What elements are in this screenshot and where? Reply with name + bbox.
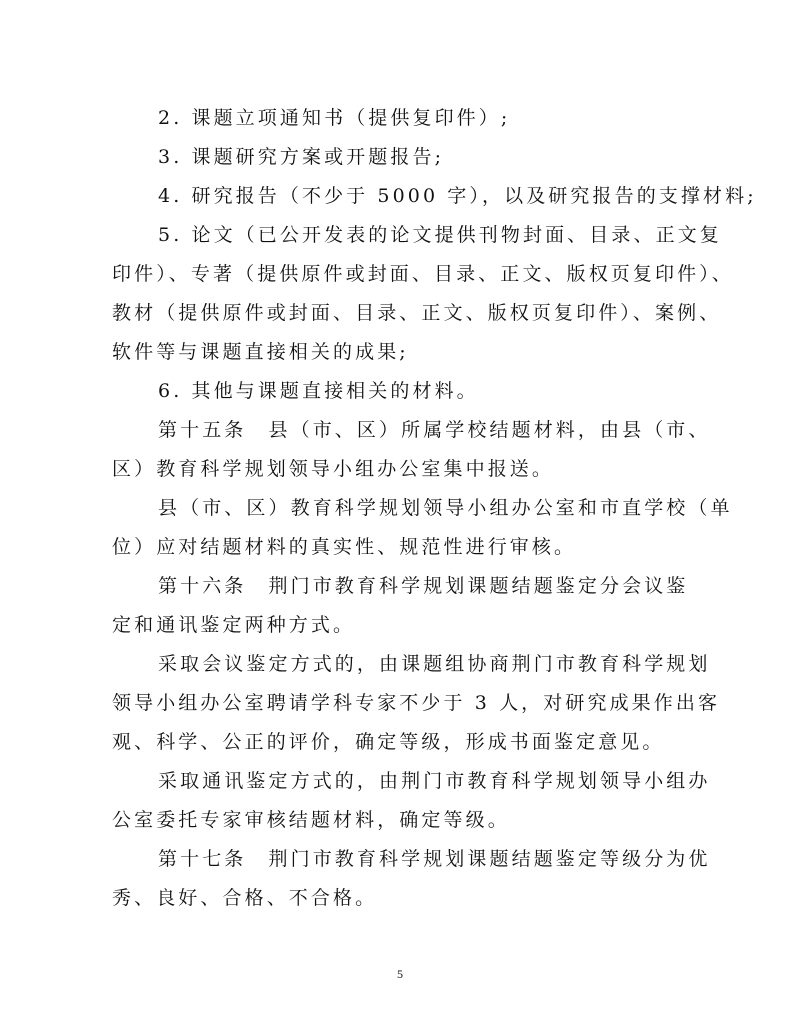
paragraph-line: 领导小组办公室聘请学科专家不少于 3 人，对研究成果作出客 [112, 692, 721, 714]
article-16-line: 第十六条 荆门市教育科学规划课题结题鉴定分会议鉴 [158, 575, 689, 597]
paragraph-line: 印件）、专著（提供原件或封面、目录、正文、版权页复印件）、 [112, 263, 734, 285]
paragraph-line: 秀、良好、合格、不合格。 [112, 887, 378, 909]
article-17-line: 第十七条 荆门市教育科学规划课题结题鉴定等级分为优 [158, 848, 711, 870]
paragraph-line: 2. 课题立项通知书（提供复印件）; [158, 107, 511, 129]
document-body [112, 99, 757, 918]
paragraph-line: 区）教育科学规划领导小组办公室集中报送。 [112, 458, 555, 480]
paragraph-line: 定和通讯鉴定两种方式。 [112, 614, 356, 636]
paragraph-line: 采取会议鉴定方式的，由课题组协商荆门市教育科学规划 [158, 653, 711, 675]
paragraph-line: 观、科学、公正的评价，确定等级，形成书面鉴定意见。 [112, 731, 665, 753]
paragraph-line: 5. 论文（已公开发表的论文提供刊物封面、目录、正文复 [158, 224, 722, 246]
article-15-line: 第十五条 县（市、区）所属学校结题材料，由县（市、 [158, 419, 711, 441]
paragraph-line: 位）应对结题材料的真实性、规范性进行审核。 [112, 536, 577, 558]
page-number: 5 [397, 967, 403, 981]
paragraph-line: 采取通讯鉴定方式的，由荆门市教育科学规划领导小组办 [158, 770, 711, 792]
paragraph-line: 软件等与课题直接相关的成果; [112, 341, 409, 363]
paragraph-line: 县（市、区）教育科学规划领导小组办公室和市直学校（单 [158, 497, 733, 519]
paragraph-line: 6. 其他与课题直接相关的材料。 [158, 380, 479, 402]
paragraph-line: 3. 课题研究方案或开题报告; [158, 146, 445, 168]
paragraph-line: 公室委托专家审核结题材料，确定等级。 [112, 809, 510, 831]
paragraph-line: 教材（提供原件或封面、目录、正文、版权页复印件）、案例、 [112, 302, 722, 324]
paragraph-line: 4. 研究报告（不少于 5000 字），以及研究报告的支撑材料; [158, 185, 757, 207]
